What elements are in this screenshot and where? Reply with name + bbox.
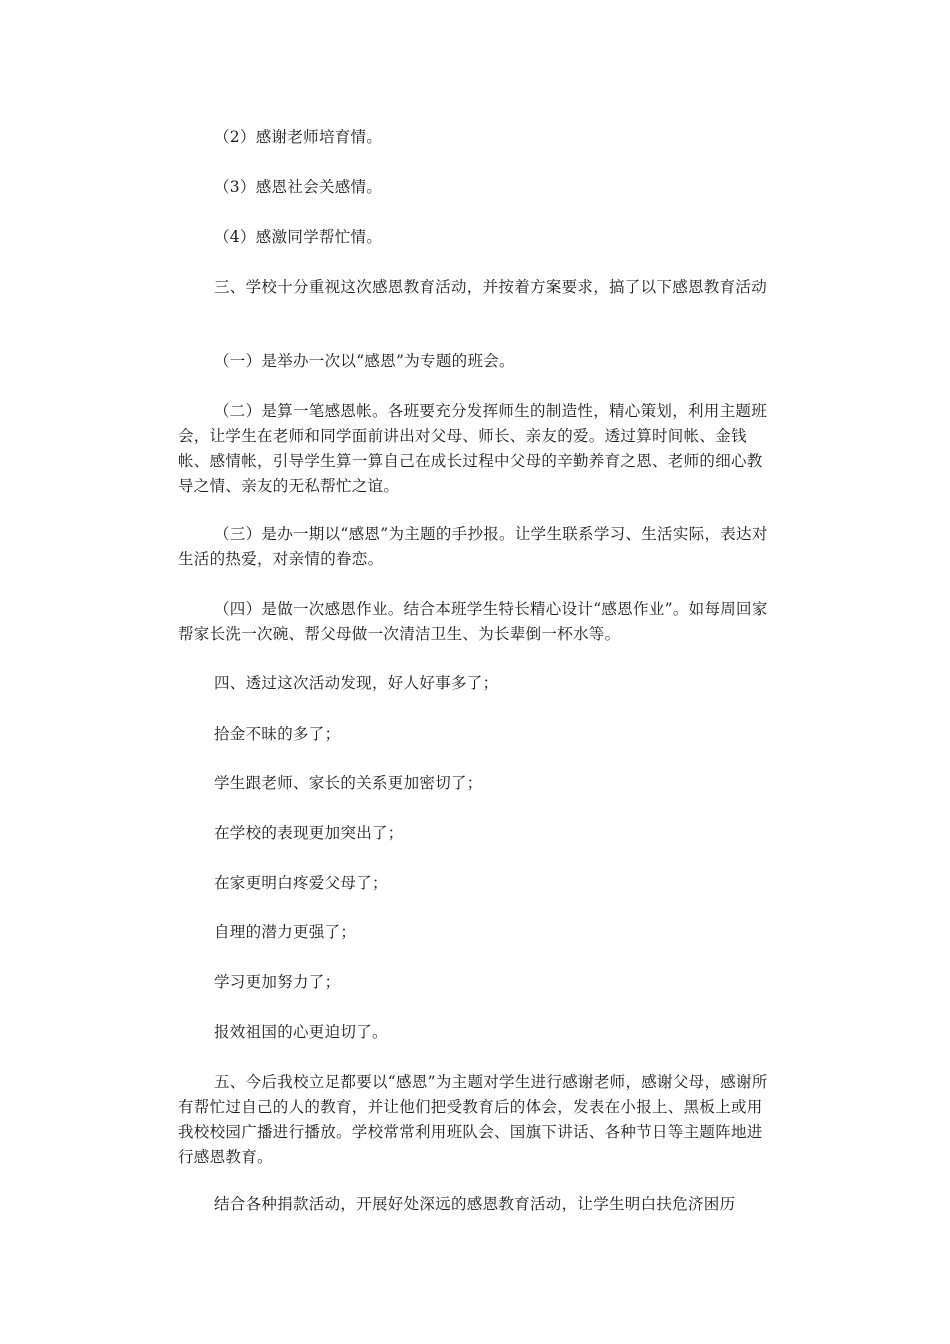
- item-thank-society: （3）感恩社会关感情。: [214, 178, 383, 196]
- section-four-heading: 四、透过这次活动发现，好人好事多了；: [214, 674, 499, 692]
- section-five-paragraph: 五、今后我校立足都要以“感恩”为主题对学生进行感谢老师，感谢父母，感谢所有帮忙过自己的人的教育，并让他们把受教育后的体会，发表在小报上、黑板上或用我校校园广播进行播放。学校常常利用班队会、国旗下讲话、各种节日等主题阵地进行感恩教育。: [178, 1073, 768, 1166]
- finding-item-4: 在家更明白疼爱父母了；: [214, 874, 388, 892]
- item-thank-teachers: （2）感谢老师培育情。: [214, 128, 383, 146]
- closing-paragraph: 结合各种捐款活动，开展好处深远的感恩教育活动，让学生明白扶危济困历: [214, 1195, 736, 1213]
- finding-item-7: 报效祖国的心更迫切了。: [214, 1023, 388, 1041]
- finding-item-1: 拾金不昧的多了；: [214, 725, 341, 743]
- finding-item-3: 在学校的表现更加突出了；: [214, 824, 404, 842]
- activity-one: （一）是举办一次以“感恩”为专题的班会。: [214, 352, 515, 370]
- finding-item-6: 学习更加努力了；: [214, 973, 341, 991]
- finding-item-2: 学生跟老师、家长的关系更加密切了；: [214, 774, 483, 792]
- activity-two: （二）是算一笔感恩帐。各班要充分发挥师生的制造性，精心策划，利用主题班会，让学生在老师和同学面前讲出对父母、师长、亲友的爱。透过算时间帐、金钱帐、感情帐，引导学生算一算自己在成长过程中父母的辛勤养育之恩、老师的细心教导之情、亲友的无私帮忙之谊。: [178, 402, 768, 495]
- section-three-heading: 三、学校十分重视这次感恩教育活动，并按着方案要求，搞了以下感恩教育活动: [214, 278, 768, 296]
- item-thank-classmates: （4）感激同学帮忙情。: [214, 228, 383, 246]
- activity-four: （四）是做一次感恩作业。结合本班学生特长精心设计“感恩作业”。如每周回家帮家长洗一次碗、帮父母做一次清洁卫生、为长辈倒一杯水等。: [178, 600, 768, 643]
- finding-item-5: 自理的潜力更强了；: [214, 923, 357, 941]
- activity-three: （三）是办一期以“感恩”为主题的手抄报。让学生联系学习、生活实际，表达对生活的热爱，对亲情的眷恋。: [178, 525, 768, 568]
